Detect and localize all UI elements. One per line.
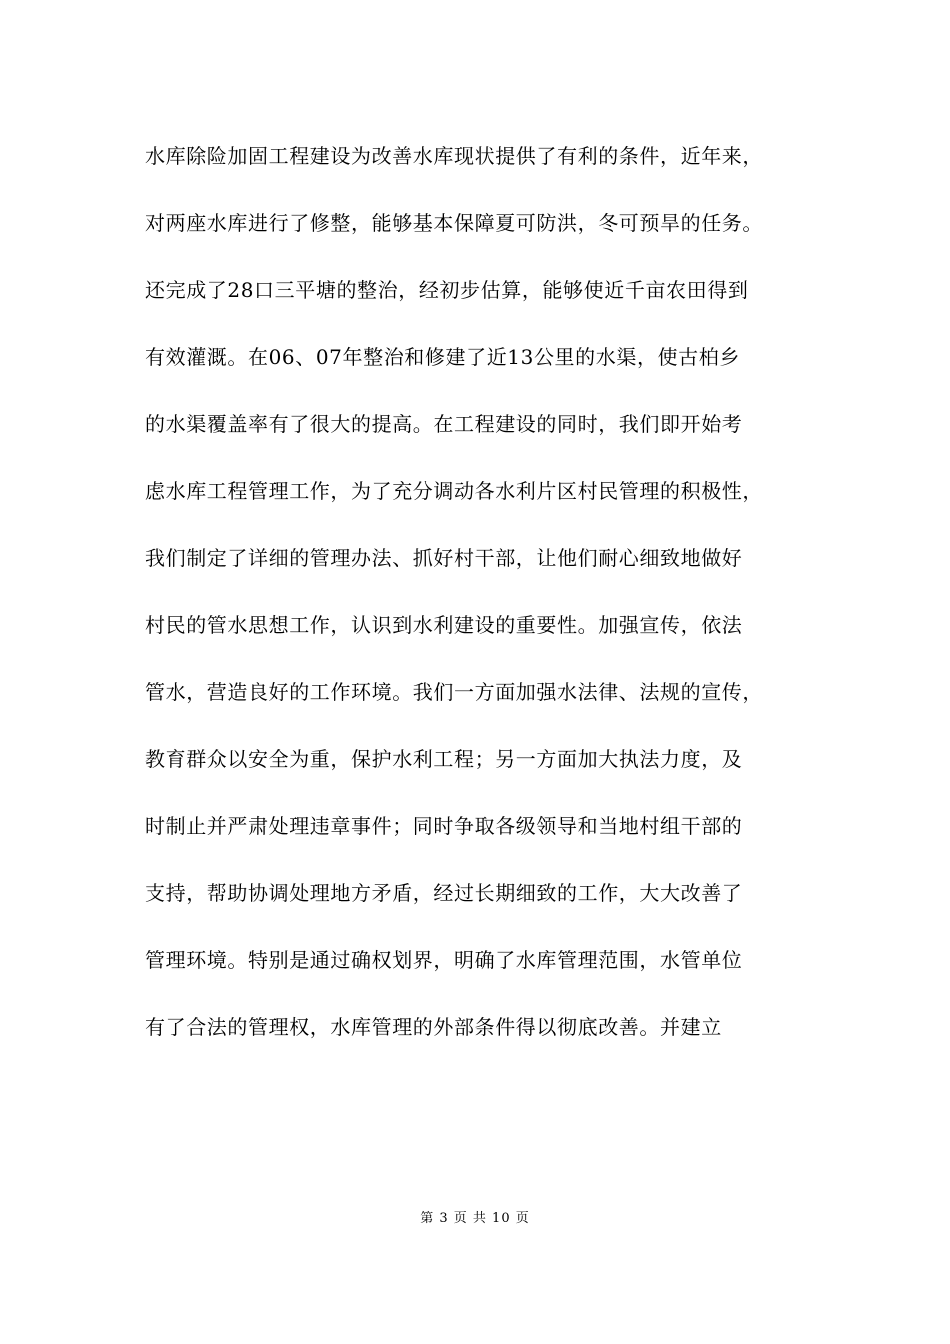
text-line: 有了合法的管理权，水库管理的外部条件得以彻底改善。并建立	[145, 1015, 722, 1039]
text-line: 对两座水库进行了修整，能够基本保障夏可防洪，冬可预旱的任务。	[145, 211, 763, 235]
text-line: 支持，帮助协调处理地方矛盾，经过长期细致的工作，大大改善了	[145, 881, 743, 905]
text-line: 时制止并严肃处理违章事件；同时争取各级领导和当地村组干部的	[145, 814, 743, 838]
text-line: 的水渠覆盖率有了很大的提高。在工程建设的同时，我们即开始考	[145, 412, 743, 436]
text-line: 虑水库工程管理工作，为了充分调动各水利片区村民管理的积极性，	[145, 479, 763, 503]
page-number-footer: 第 3 页 共 10 页	[420, 1211, 530, 1226]
body-text	[145, 134, 835, 1072]
text-line: 村民的管水思想工作，认识到水利建设的重要性。加强宣传，依法	[145, 613, 743, 637]
text-line: 我们制定了详细的管理办法、抓好村干部，让他们耐心细致地做好	[145, 546, 743, 570]
text-line: 教育群众以安全为重，保护水利工程；另一方面加大执法力度，及	[145, 747, 743, 771]
text-line: 管水，营造良好的工作环境。我们一方面加强水法律、法规的宣传，	[145, 680, 763, 704]
text-line: 水库除险加固工程建设为改善水库现状提供了有利的条件，近年来，	[145, 144, 763, 168]
text-line: 有效灌溉。在06、07年整治和修建了近13公里的水渠，使古柏乡	[145, 345, 740, 369]
text-line: 还完成了28口三平塘的整治，经初步估算，能够使近千亩农田得到	[145, 278, 749, 302]
text-line: 管理环境。特别是通过确权划界，明确了水库管理范围，水管单位	[145, 948, 743, 972]
